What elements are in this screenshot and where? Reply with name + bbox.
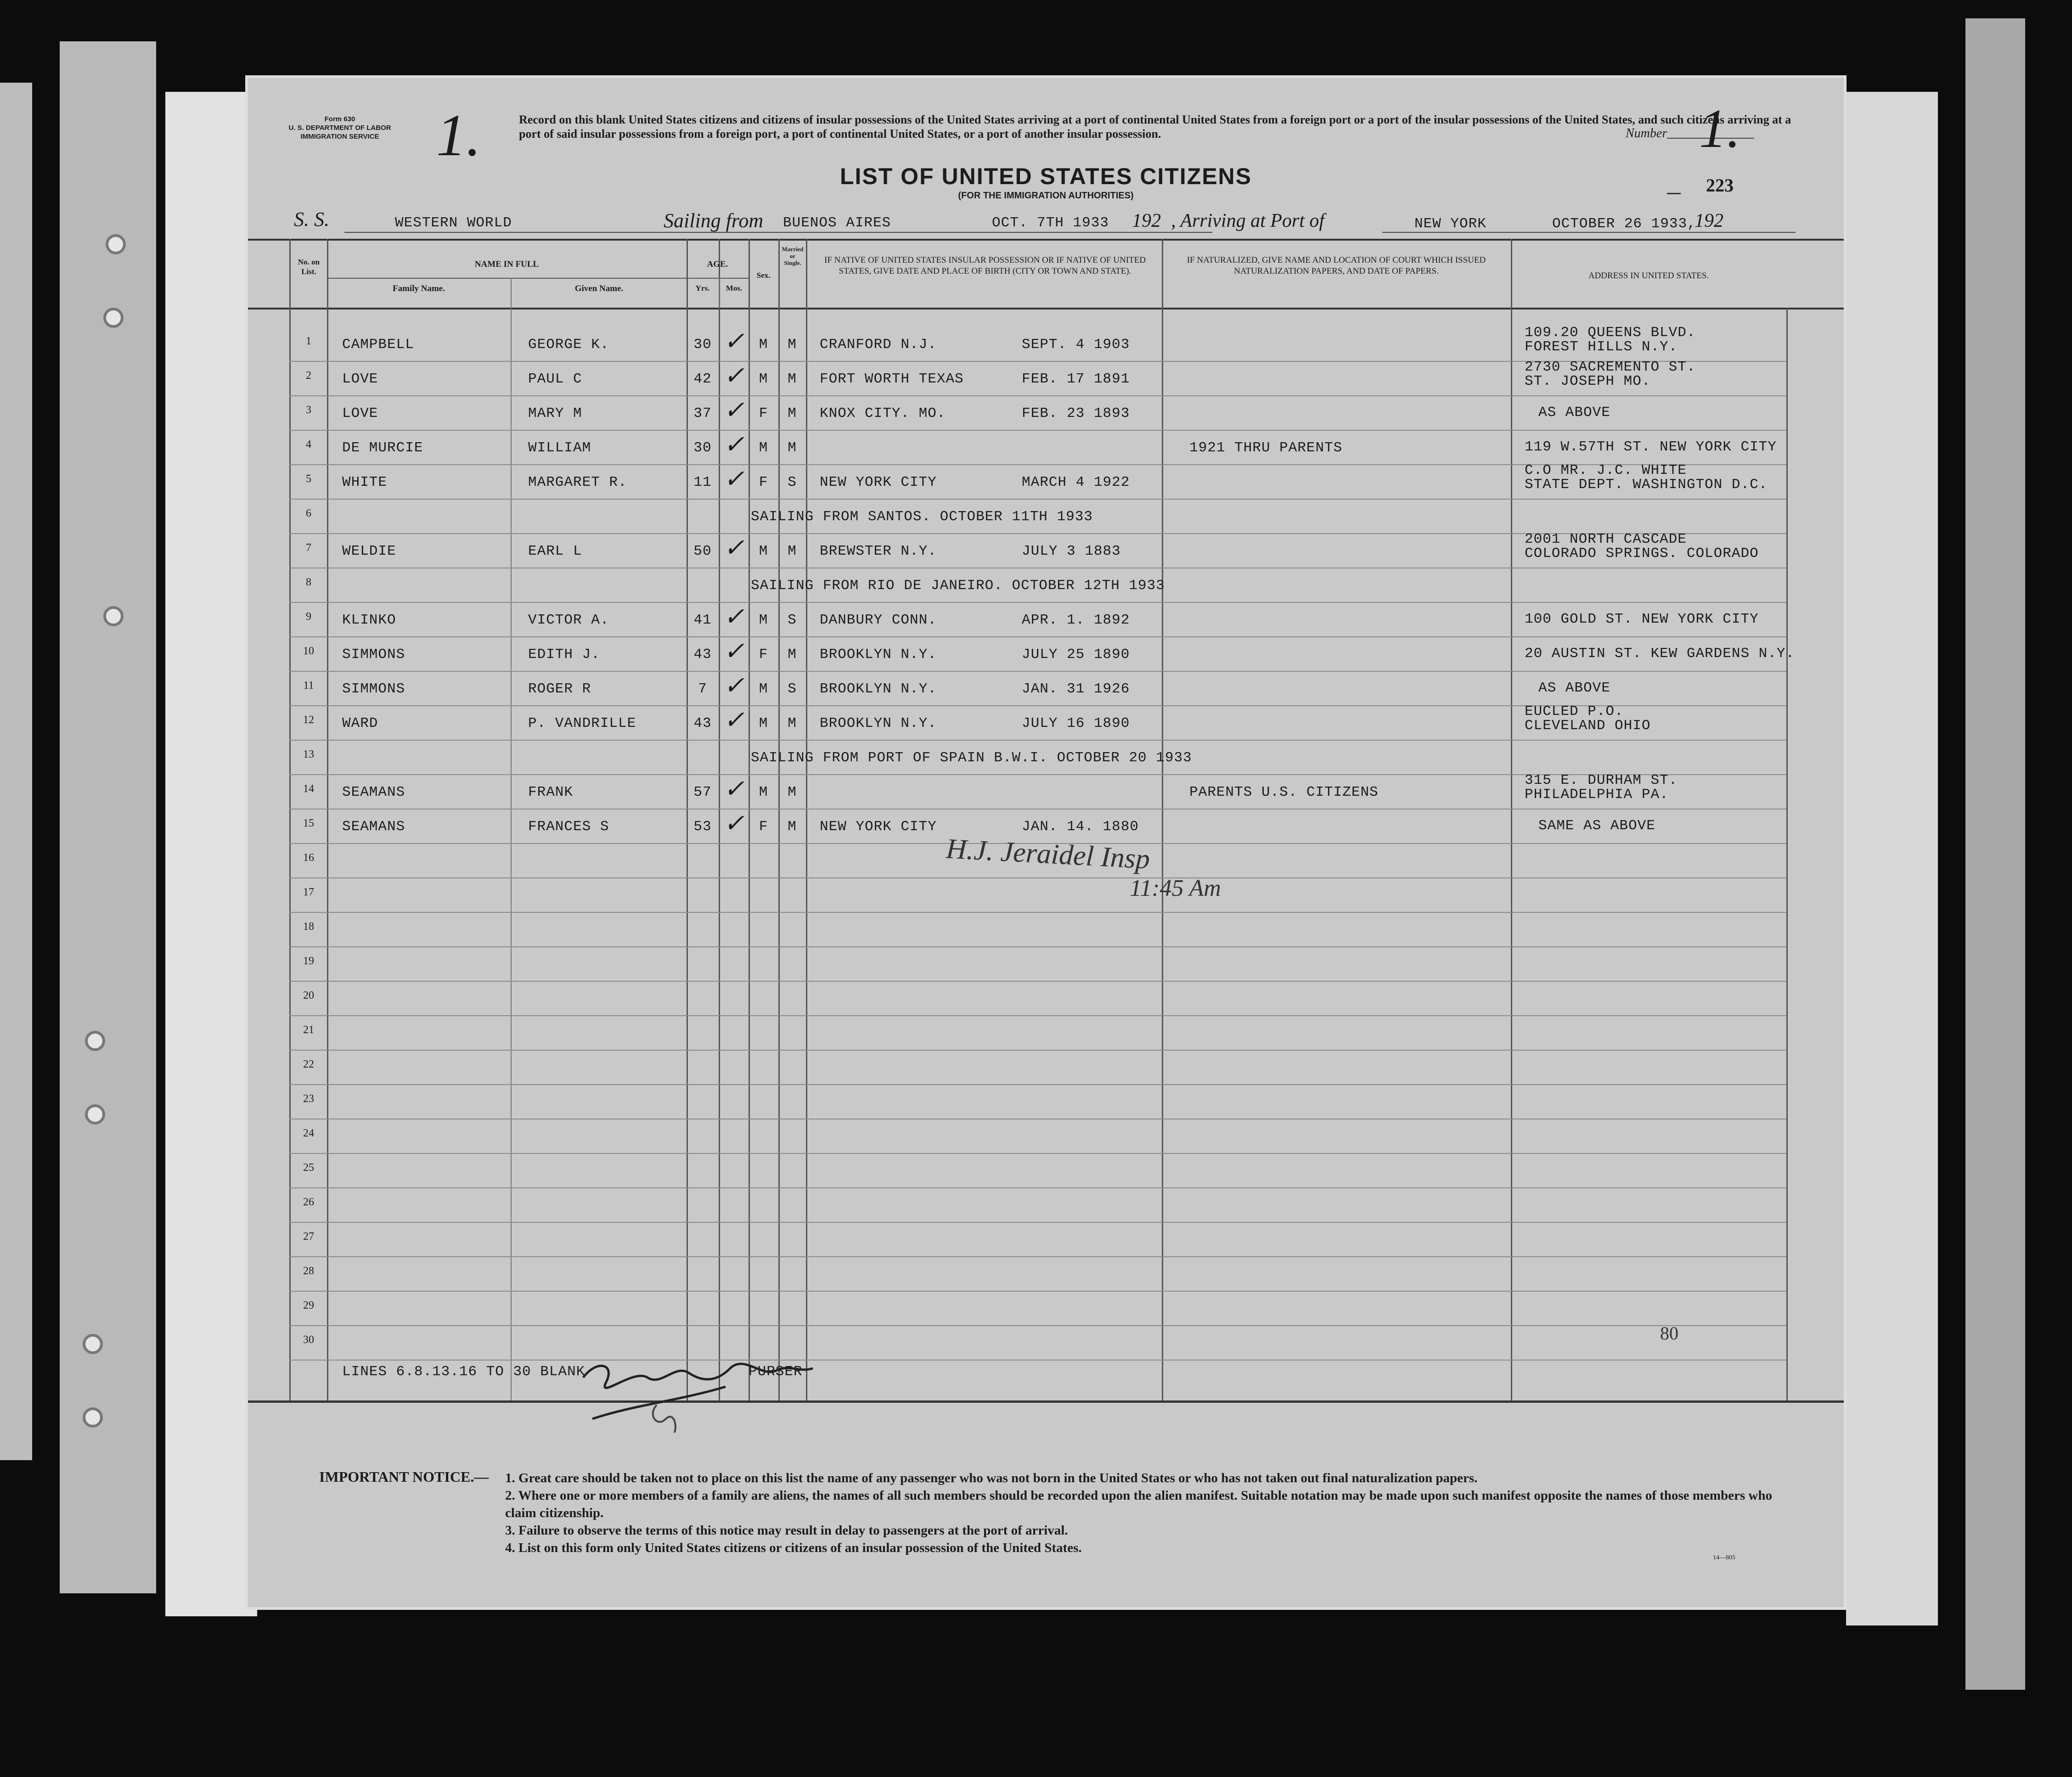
birth-place: BROOKLYN N.Y. — [820, 681, 937, 697]
notice-item: 2. Where one or more members of a family are aliens, the names of all such members should be recorded upon the alien manifest. Suitable notation may be made upon such manifest opposite the names of those members who claim citizenship. — [505, 1488, 1772, 1520]
binder-hole — [103, 308, 124, 328]
sex: M — [759, 337, 768, 353]
header-mos: Mos. — [726, 284, 743, 292]
birth-date: JAN. 31 1926 — [1022, 681, 1130, 697]
family-name: CAMPBELL — [342, 337, 414, 353]
given-name: MARGARET R. — [528, 474, 627, 490]
binder-hole — [103, 606, 124, 626]
row-number: 19 — [303, 955, 314, 967]
marital-status: M — [788, 819, 797, 835]
marital-status: M — [788, 337, 797, 353]
row-number: 30 — [303, 1334, 314, 1346]
right-binder — [1965, 18, 2025, 1690]
family-name: DE MURCIE — [342, 440, 423, 456]
row-line — [289, 912, 1786, 913]
arrival-year-printed: 192 — [1695, 210, 1723, 231]
sex: M — [759, 715, 768, 731]
row-line — [289, 1360, 1786, 1361]
address-line: AS ABOVE — [1538, 405, 1610, 421]
sailing-from: BUENOS AIRES — [783, 215, 891, 231]
birth-date: MARCH 4 1922 — [1022, 474, 1130, 490]
address — [1525, 463, 1791, 492]
age-years: 43 — [693, 647, 712, 663]
family-name: SEAMANS — [342, 784, 405, 800]
row-number: 15 — [303, 817, 314, 829]
address-line: 20 AUSTIN ST. KEW GARDENS N.Y. — [1525, 646, 1795, 662]
sailing-date: OCT. 7TH 1933 — [992, 215, 1109, 231]
age-years: 53 — [693, 819, 712, 835]
address-line: 100 GOLD ST. NEW YORK CITY — [1525, 611, 1759, 627]
address-line: COLORADO SPRINGS. COLORADO — [1525, 545, 1759, 562]
birth-date: JAN. 14. 1880 — [1022, 819, 1139, 835]
address — [1525, 532, 1791, 561]
row-line — [289, 877, 1786, 878]
birth-date: SEPT. 4 1903 — [1022, 337, 1130, 353]
age-years: 50 — [693, 543, 712, 559]
row-line — [289, 395, 1786, 396]
family-name: WARD — [342, 715, 378, 731]
row-line — [289, 602, 1786, 603]
row-number: 9 — [306, 611, 311, 623]
given-name: P. VANDRILLE — [528, 715, 636, 731]
row-number: 12 — [303, 714, 314, 726]
ship-name: WESTERN WORLD — [395, 215, 512, 231]
row-line — [289, 1153, 1786, 1154]
naturalization: 1921 THRU PARENTS — [1189, 440, 1343, 456]
row-number: 21 — [303, 1024, 314, 1036]
birth-place: KNOX CITY. MO. — [820, 405, 946, 422]
age-check: ✓ — [723, 362, 745, 389]
header-given-name: Given Name. — [574, 284, 624, 293]
marital-status: M — [788, 543, 797, 559]
sheet-mark: 1. — [436, 102, 481, 169]
birth-place: NEW YORK CITY — [820, 474, 937, 490]
row-number: 4 — [306, 439, 311, 450]
row-line — [289, 671, 1786, 672]
address — [1525, 681, 1805, 695]
notice-item: 3. Failure to observe the terms of this notice may result in delay to passengers at the port of arrival. — [505, 1523, 1068, 1538]
print-code: 14—805 — [1713, 1554, 1735, 1561]
sailing-label: Sailing from — [664, 209, 764, 232]
address-line: ST. JOSEPH MO. — [1525, 373, 1651, 389]
address-line: C.O MR. J.C. WHITE — [1525, 462, 1687, 478]
row-number: 16 — [303, 852, 314, 864]
header-sex: Sex. — [756, 271, 771, 280]
sailing-note: SAILING FROM PORT OF SPAIN B.W.I. OCTOBER 20 1933 — [751, 750, 1192, 766]
row-number: 22 — [303, 1058, 314, 1070]
year-printed: 192 — [1132, 210, 1161, 231]
binder-strip — [60, 41, 156, 1593]
row-line — [289, 946, 1786, 947]
row-number: 20 — [303, 990, 314, 1001]
sex: F — [759, 405, 768, 422]
sex: F — [759, 819, 768, 835]
page-number: 223 — [1706, 175, 1734, 196]
age-check: ✓ — [723, 810, 745, 837]
birth-place: CRANFORD N.J. — [820, 337, 937, 353]
page-title: LIST OF UNITED STATES CITIZENS — [839, 163, 1252, 189]
header-yrs: Yrs. — [695, 284, 710, 292]
service: IMMIGRATION SERVICE — [300, 133, 379, 141]
row-number: 26 — [303, 1196, 314, 1208]
row-number: 2 — [306, 370, 311, 382]
birth-place: DANBURY CONN. — [820, 612, 937, 628]
sex: M — [759, 784, 768, 800]
given-name: GEORGE K. — [528, 337, 609, 353]
row-number: 6 — [306, 507, 311, 519]
family-name: SIMMONS — [342, 647, 405, 663]
binder-hole — [83, 1407, 103, 1428]
family-name: WELDIE — [342, 543, 396, 559]
row-line — [289, 1015, 1786, 1016]
sex: M — [759, 543, 768, 559]
marital-status: S — [788, 474, 797, 490]
page-subtitle: (FOR THE IMMIGRATION AUTHORITIES) — [958, 191, 1134, 201]
marital-status: S — [788, 681, 797, 697]
given-name: FRANCES S — [528, 819, 609, 835]
given-name: EDITH J. — [528, 647, 600, 663]
header-no: No. on List. — [298, 258, 320, 276]
row-number: 8 — [306, 576, 311, 588]
family-name: LOVE — [342, 405, 378, 422]
row-line — [289, 636, 1786, 637]
arrival-date: OCTOBER 26 1933, — [1552, 216, 1696, 232]
department: U. S. DEPARTMENT OF LABOR — [288, 124, 391, 132]
address-line: EUCLED P.O. — [1525, 703, 1624, 720]
row-number: 3 — [306, 404, 311, 416]
age-years: 57 — [693, 784, 712, 800]
binder-hole — [106, 234, 126, 254]
address — [1525, 405, 1805, 420]
header-family-name: Family Name. — [393, 284, 445, 293]
age-check: ✓ — [723, 327, 745, 355]
notice-label: IMPORTANT NOTICE.— — [319, 1468, 489, 1485]
address-line: AS ABOVE — [1538, 680, 1610, 696]
header-name-in-full: NAME IN FULL — [474, 259, 539, 269]
left-page-edge — [0, 83, 32, 1460]
row-number: 29 — [303, 1299, 314, 1311]
address — [1525, 326, 1791, 354]
row-line — [289, 740, 1786, 741]
address-line: STATE DEPT. WASHINGTON D.C. — [1525, 477, 1768, 493]
notice-item: 1. Great care should be taken not to place on this list the name of any passenger who was not born in the United States or who has not taken out final naturalization papers. — [505, 1471, 1478, 1485]
header-age: AGE. — [707, 259, 728, 269]
sailing-note: SAILING FROM SANTOS. OCTOBER 11TH 1933 — [751, 509, 1093, 525]
age-check: ✓ — [723, 603, 745, 630]
marital-status: M — [788, 715, 797, 731]
marital-status: M — [788, 647, 797, 663]
row-line — [289, 430, 1786, 431]
row-number: 25 — [303, 1162, 314, 1174]
number-label: Number — [1626, 126, 1667, 141]
marital-status: M — [788, 405, 797, 422]
notice-item: 4. List on this form only United States citizens or citizens of an insular possession of the United States. — [505, 1541, 1082, 1555]
age-years: 30 — [693, 337, 712, 353]
row-line — [289, 1084, 1786, 1085]
number-value: 1. — [1699, 98, 1740, 159]
marital-status: M — [788, 440, 797, 456]
birth-place: FORT WORTH TEXAS — [820, 371, 964, 387]
row-line — [289, 1256, 1786, 1257]
header-birth: IF NATIVE OF UNITED STATES INSULAR POSSESSION OR IF NATIVE OF UNITED STATES, GIVE DATE AND PLACE OF BIRTH (CITY OR TOWN AND STATE). — [824, 255, 1146, 276]
row-number: 23 — [303, 1093, 314, 1105]
age-check: ✓ — [723, 775, 745, 803]
age-check: ✓ — [723, 534, 745, 562]
header-naturalized: IF NATURALIZED, GIVE NAME AND LOCATION OF COURT WHICH ISSUED NATURALIZATION PAPERS, AND DATE OF PAPERS. — [1187, 255, 1486, 276]
address-line: SAME AS ABOVE — [1538, 818, 1655, 834]
form-number: Form 630 — [324, 115, 355, 123]
row-number: 13 — [303, 748, 314, 760]
age-check: ✓ — [723, 431, 745, 458]
header-address: ADDRESS IN UNITED STATES. — [1588, 271, 1709, 281]
arrival-port: NEW YORK — [1414, 216, 1486, 232]
address-line: 109.20 QUEENS BLVD. — [1525, 325, 1696, 341]
row-line — [289, 1187, 1786, 1188]
marital-status: M — [788, 784, 797, 800]
given-name: ROGER R — [528, 681, 591, 697]
side-mark: 80 — [1660, 1323, 1678, 1344]
binder-hole — [85, 1104, 105, 1125]
address — [1525, 773, 1791, 802]
marital-status: S — [788, 612, 797, 628]
birth-date: JULY 3 1883 — [1022, 543, 1121, 559]
address-line: PHILADELPHIA PA. — [1525, 787, 1669, 803]
row-number: 14 — [303, 783, 314, 795]
family-name: WHITE — [342, 474, 388, 490]
address-line: CLEVELAND OHIO — [1525, 718, 1651, 734]
inspector-time: 11:45 Am — [1130, 875, 1221, 901]
row-line — [289, 981, 1786, 982]
naturalization: PARENTS U.S. CITIZENS — [1189, 784, 1379, 800]
family-name: KLINKO — [342, 612, 396, 628]
age-years: 41 — [693, 612, 712, 628]
row-line — [289, 809, 1786, 810]
birth-place: BREWSTER N.Y. — [820, 543, 937, 559]
sex: M — [759, 440, 768, 456]
age-check: ✓ — [723, 672, 745, 699]
row-number: 18 — [303, 921, 314, 933]
address — [1525, 704, 1791, 733]
age-check: ✓ — [723, 637, 745, 665]
row-line — [289, 1222, 1786, 1223]
address — [1525, 360, 1791, 388]
ss-label: S. S. — [294, 208, 329, 231]
sailing-note: SAILING FROM RIO DE JANEIRO. OCTOBER 12TH 1933 — [751, 578, 1165, 594]
address — [1525, 646, 1795, 662]
address — [1525, 440, 1791, 454]
row-number: 7 — [306, 542, 311, 554]
row-line — [289, 499, 1786, 500]
given-name: PAUL C — [528, 371, 582, 387]
address-line: 2001 NORTH CASCADE — [1525, 531, 1687, 547]
binder-hole — [85, 1031, 105, 1051]
row-number: 1 — [306, 335, 311, 347]
birth-place: BROOKLYN N.Y. — [820, 715, 937, 731]
family-name: SIMMONS — [342, 681, 405, 697]
birth-date: JULY 16 1890 — [1022, 715, 1130, 731]
row-number: 28 — [303, 1265, 314, 1277]
row-line — [289, 1050, 1786, 1051]
given-name: MARY M — [528, 405, 582, 422]
row-number: 17 — [303, 886, 314, 898]
family-name: LOVE — [342, 371, 378, 387]
age-check: ✓ — [723, 465, 745, 493]
right-page-edge — [1846, 92, 1938, 1625]
sex: F — [759, 474, 768, 490]
birth-date: FEB. 23 1893 — [1022, 405, 1130, 422]
marital-status: M — [788, 371, 797, 387]
address-line: 119 W.57TH ST. NEW YORK CITY — [1525, 439, 1777, 455]
back-page — [165, 92, 257, 1616]
sex: M — [759, 681, 768, 697]
address-line: 315 E. DURHAM ST. — [1525, 772, 1678, 788]
row-number: 10 — [303, 645, 314, 657]
instructions: Record on this blank United States citizens and citizens of insular possessions of the United States arriving at a port of continental United States from a foreign port or a port of the insular possessions of the United States, and such citizens arriving at a port of said insular possessions from a foreign port, a port of continental United States, or a port of another insular possession. — [519, 113, 1791, 141]
row-number: 11 — [303, 680, 314, 692]
age-years: 11 — [693, 474, 712, 490]
age-check: ✓ — [723, 396, 745, 424]
sex: M — [759, 612, 768, 628]
row-number: 5 — [306, 473, 311, 485]
age-years: 42 — [693, 371, 712, 387]
row-number: 24 — [303, 1127, 314, 1139]
age-years: 7 — [698, 681, 707, 697]
citizens-list-form — [248, 78, 1844, 1607]
arriving-label: , Arriving at Port of — [1171, 210, 1325, 231]
birth-date: APR. 1. 1892 — [1022, 612, 1130, 628]
birth-date: FEB. 17 1891 — [1022, 371, 1130, 387]
address — [1525, 612, 1791, 626]
notice-items — [505, 1469, 1782, 1557]
row-line — [289, 1291, 1786, 1292]
given-name: WILLIAM — [528, 440, 591, 456]
age-years: 30 — [693, 440, 712, 456]
age-check: ✓ — [723, 706, 745, 734]
sex: M — [759, 371, 768, 387]
header-married: Married or Single. — [782, 246, 804, 266]
birth-date: JULY 25 1890 — [1022, 647, 1130, 663]
birth-place: NEW YORK CITY — [820, 819, 937, 835]
address-line: 2730 SACREMENTO ST. — [1525, 359, 1696, 375]
purser-signature — [579, 1350, 817, 1440]
footer-line: LINES 6.8.13.16 TO 30 BLANK — [342, 1364, 586, 1380]
given-name: EARL L — [528, 543, 582, 559]
age-years: 43 — [693, 715, 712, 731]
purser-label: PURSER — [749, 1364, 803, 1380]
address — [1525, 819, 1805, 833]
age-years: 37 — [693, 405, 712, 422]
birth-place: BROOKLYN N.Y. — [820, 647, 937, 663]
given-name: VICTOR A. — [528, 612, 609, 628]
sex: F — [759, 647, 768, 663]
given-name: FRANK — [528, 784, 574, 800]
binder-hole — [83, 1334, 103, 1354]
address-line: FOREST HILLS N.Y. — [1525, 339, 1678, 355]
row-number: 27 — [303, 1231, 314, 1243]
row-line — [289, 1325, 1786, 1326]
inspector-signature: H.J. Jeraidel Insp — [945, 833, 1151, 875]
family-name: SEAMANS — [342, 819, 405, 835]
